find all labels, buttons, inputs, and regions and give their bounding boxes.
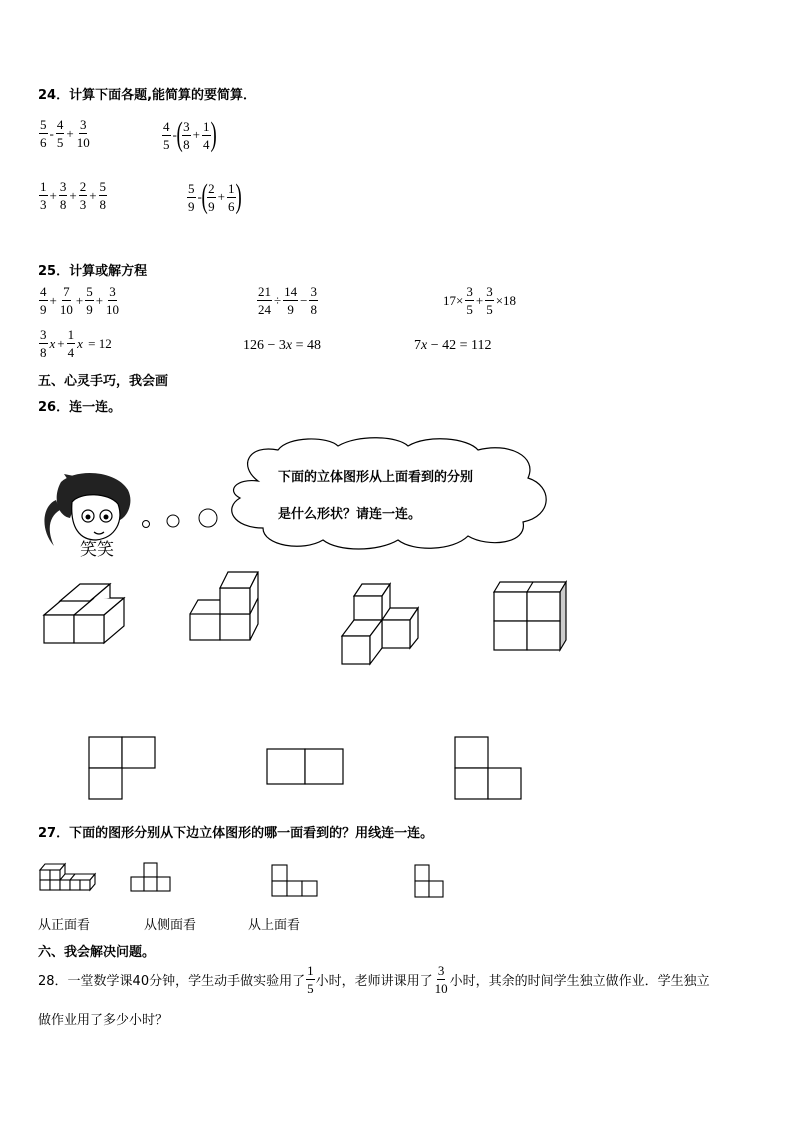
fraction: $\frac{3}{5}$ — [466, 284, 473, 317]
q24-expr-3: $\frac{1}{3}$ + $\frac{3}{8}$ + $\frac{2}{3}$ + $\frac{5}{8}$ — [40, 179, 107, 212]
fraction: $\frac{1}{4}$ — [203, 118, 210, 152]
fraction: $\frac{3}{8}$ — [40, 327, 47, 360]
bubble-line-1: 下面的立体图形从上面看到的分别 — [278, 470, 474, 485]
q27-title: 27．下面的图形分别从下边立体图形的哪一面看到的？用线连一连。 — [38, 826, 434, 841]
speech-cloud — [218, 436, 558, 554]
q27-view-shape-2 — [270, 862, 322, 900]
fraction: $\frac{5}{6}$ — [40, 117, 47, 150]
solid-figure-1 — [40, 570, 130, 650]
fraction: $\frac{3}{5}$ — [486, 284, 493, 317]
q26-title: 26．连一连。 — [38, 400, 122, 415]
q25-title: 25．计算或解方程 — [38, 264, 148, 279]
fraction: $\frac{1}{6}$ — [228, 180, 235, 214]
solid-figure-4 — [490, 578, 570, 652]
solid-figure-3 — [338, 578, 434, 668]
top-view-shape-1 — [86, 734, 160, 802]
fraction: $\frac{3}{8}$ — [183, 118, 190, 152]
q27-view-shape-3 — [412, 862, 452, 902]
label-side-view: 从侧面看 — [144, 918, 197, 933]
q27-view-shape-1 — [130, 860, 178, 898]
fraction: $\frac{5}{9}$ — [86, 284, 93, 317]
q25-equation-1: $\frac{3}{8}$ x + $\frac{1}{4}$ x = 12 — [40, 327, 112, 360]
q27-solid — [38, 856, 102, 900]
q25-equation-3: 7 x − 42 = 112 — [414, 338, 492, 353]
section-6-title: 六、我会解决问题。 — [38, 945, 156, 960]
q28-line-1: 28．一堂数学课40分钟，学生动手做实验用了 $\frac{1}{5}$ 小时，老师讲课用了 $\frac{3}{10}$ 小时，其余的时间学生独立做作业．学生独立 — [38, 963, 710, 996]
fraction: $\frac{2}{9}$ — [208, 180, 215, 214]
fraction: $\frac{21}{24}$ — [258, 284, 271, 317]
fraction: $\frac{5}{8}$ — [99, 179, 107, 212]
q25-equation-2: 126 − 3 x = 48 — [243, 338, 322, 353]
fraction: $\frac{4}{9}$ — [40, 284, 47, 317]
fraction: $\frac{5}{9}$ — [188, 180, 195, 214]
q28-line-2: 做作业用了多少小时？ — [38, 1013, 169, 1028]
q24-expr-2: $\frac{4}{5}$ - ( $\frac{3}{8}$ + $\frac{1}{4}$ ) — [163, 116, 217, 153]
fraction: $\frac{1}{3}$ — [40, 179, 47, 212]
label-top-view: 从上面看 — [248, 918, 301, 933]
q25-expr-2: $\frac{21}{24}$ ÷ $\frac{14}{9}$ − $\frac{3}{8}$ — [258, 284, 317, 317]
fraction: $\frac{4}{5}$ — [163, 118, 170, 152]
girl-label: 笑笑 — [80, 540, 114, 560]
fraction: $\frac{3}{8}$ — [310, 284, 317, 317]
q24-expr-4: $\frac{5}{9}$ - ( $\frac{2}{9}$ + $\frac{1}{6}$ ) — [188, 178, 242, 215]
fraction: $\frac{7}{10}$ — [59, 284, 73, 317]
fraction: $\frac{4}{5}$ — [56, 117, 64, 150]
solid-figure-2 — [186, 568, 276, 648]
q25-expr-3: 17× $\frac{3}{5}$ + $\frac{3}{5}$ ×18 — [443, 284, 517, 317]
left-paren: ( — [176, 116, 183, 153]
fraction: $\frac{3}{10}$ — [434, 963, 448, 996]
section-5-title: 五、心灵手巧，我会画 — [38, 374, 169, 389]
fraction: $\frac{3}{8}$ — [59, 179, 67, 212]
right-paren: ) — [210, 116, 217, 153]
left-paren: ( — [201, 178, 208, 215]
top-view-shape-3 — [452, 734, 528, 802]
fraction: $\frac{1}{4}$ — [67, 327, 75, 360]
right-paren: ) — [235, 178, 242, 215]
thought-bubbles — [140, 508, 220, 532]
fraction: $\frac{3}{10}$ — [76, 117, 90, 150]
bubble-line-2: 是什么形状？请连一连。 — [278, 507, 422, 522]
q25-expr-1: $\frac{4}{9}$ + $\frac{7}{10}$ + $\frac{5}{9}$ + $\frac{3}{10}$ — [40, 284, 120, 317]
label-front-view: 从正面看 — [38, 918, 91, 933]
top-view-shape-2 — [264, 746, 348, 788]
fraction: $\frac{2}{3}$ — [79, 179, 87, 212]
q24-expr-1: $\frac{5}{6}$ - $\frac{4}{5}$ + $\frac{3}{10}$ — [40, 117, 90, 150]
fraction: $\frac{1}{5}$ — [307, 963, 314, 996]
fraction: $\frac{3}{10}$ — [106, 284, 120, 317]
fraction: $\frac{14}{9}$ — [284, 284, 298, 317]
q24-title: 24．计算下面各题,能简算的要简算． — [38, 88, 257, 103]
